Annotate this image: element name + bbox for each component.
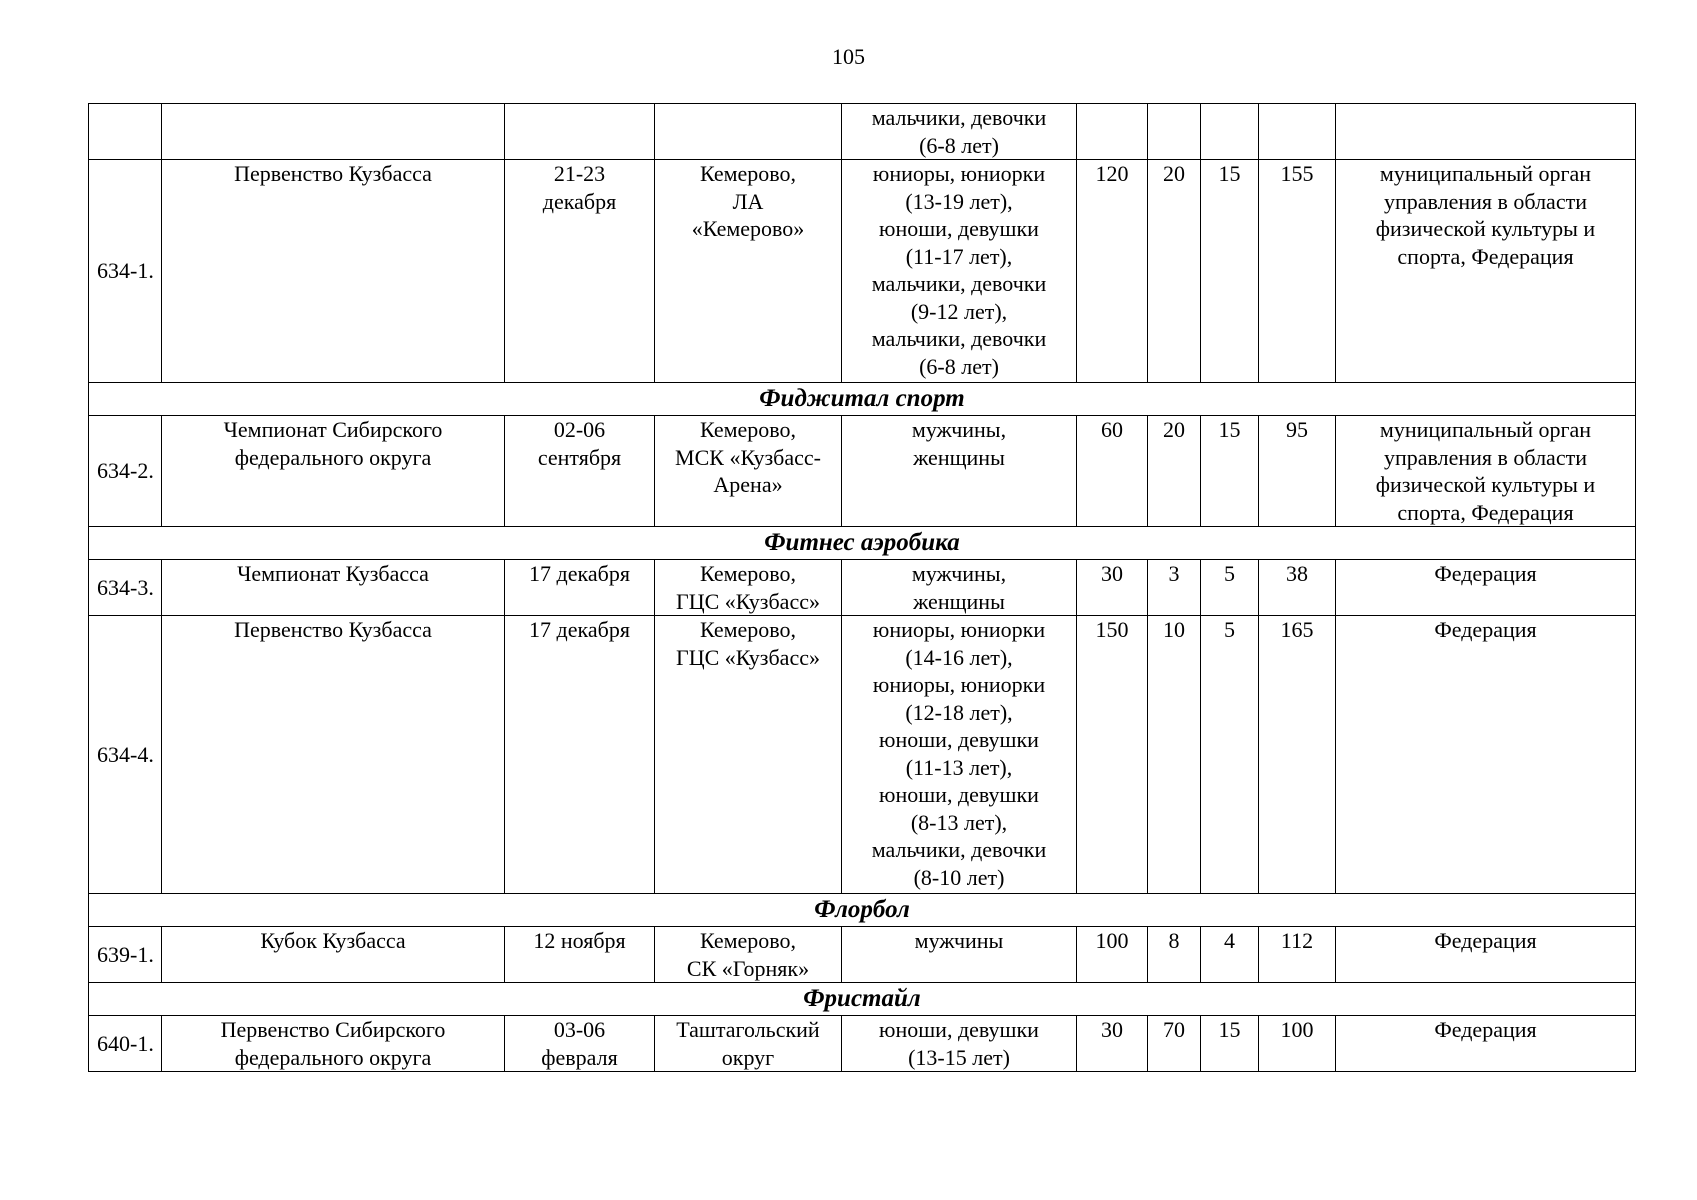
section-title: Фитнес аэробика — [89, 527, 1636, 560]
cell-organizer: Федерация — [1336, 1016, 1636, 1072]
cell-organizer: муниципальный орган управления в области физической культуры и спорта, Федерация — [1336, 416, 1636, 527]
cell-count-2 — [1148, 104, 1201, 160]
cell-participants: мужчины, женщины — [842, 560, 1077, 616]
cell-name: Чемпионат Сибирского федерального округа — [162, 416, 505, 527]
cell-place: Кемерово, ГЦС «Кузбасс» — [655, 560, 842, 616]
section-row — [89, 983, 1636, 1016]
cell-name: Чемпионат Кузбасса — [162, 560, 505, 616]
table-row — [89, 160, 1636, 383]
cell-date: 12 ноября — [505, 927, 655, 983]
cell-count-2: 3 — [1148, 560, 1201, 616]
cell-date — [505, 104, 655, 160]
table-row — [89, 416, 1636, 527]
cell-participants: мужчины, женщины — [842, 416, 1077, 527]
cell-total: 38 — [1259, 560, 1336, 616]
cell-count-2: 10 — [1148, 616, 1201, 894]
cell-participants: юниоры, юниорки (14-16 лет), юниоры, юниорки (12-18 лет), юноши, девушки (11-13 лет), юноши, девушки (8-13 лет), мальчики, девочки (8-10 лет) — [842, 616, 1077, 894]
cell-count-2: 20 — [1148, 416, 1201, 527]
cell-num: 634-4. — [89, 616, 162, 894]
cell-name: Кубок Кузбасса — [162, 927, 505, 983]
cell-count-3 — [1201, 104, 1259, 160]
cell-count-2: 20 — [1148, 160, 1201, 383]
cell-num: 634-1. — [89, 160, 162, 383]
cell-organizer: Федерация — [1336, 560, 1636, 616]
cell-place — [655, 104, 842, 160]
cell-count-3: 5 — [1201, 616, 1259, 894]
cell-num: 634-3. — [89, 560, 162, 616]
cell-organizer — [1336, 104, 1636, 160]
cell-place: Кемерово, ГЦС «Кузбасс» — [655, 616, 842, 894]
cell-place: Кемерово, СК «Горняк» — [655, 927, 842, 983]
cell-name: Первенство Кузбасса — [162, 616, 505, 894]
cell-count-2: 70 — [1148, 1016, 1201, 1072]
cell-place: Кемерово, МСК «Кузбасс- Арена» — [655, 416, 842, 527]
section-row — [89, 527, 1636, 560]
cell-count-1: 60 — [1077, 416, 1148, 527]
cell-date: 17 декабря — [505, 560, 655, 616]
cell-count-1: 150 — [1077, 616, 1148, 894]
cell-date: 03-06 февраля — [505, 1016, 655, 1072]
cell-count-1: 100 — [1077, 927, 1148, 983]
cell-total: 100 — [1259, 1016, 1336, 1072]
cell-organizer: муниципальный орган управления в области физической культуры и спорта, Федерация — [1336, 160, 1636, 383]
cell-total: 95 — [1259, 416, 1336, 527]
cell-count-3: 4 — [1201, 927, 1259, 983]
section-title: Флорбол — [89, 894, 1636, 927]
cell-total — [1259, 104, 1336, 160]
table-row — [89, 1016, 1636, 1072]
table-row — [89, 927, 1636, 983]
cell-participants: юноши, девушки (13-15 лет) — [842, 1016, 1077, 1072]
cell-num: 640-1. — [89, 1016, 162, 1072]
section-title: Фристайл — [89, 983, 1636, 1016]
section-row — [89, 894, 1636, 927]
table-row — [89, 616, 1636, 894]
cell-organizer: Федерация — [1336, 616, 1636, 894]
cell-count-3: 15 — [1201, 416, 1259, 527]
cell-place: Таштагольский округ — [655, 1016, 842, 1072]
cell-participants: юниоры, юниорки (13-19 лет), юноши, девушки (11-17 лет), мальчики, девочки (9-12 лет), мальчики, девочки (6-8 лет) — [842, 160, 1077, 383]
cell-name: Первенство Кузбасса — [162, 160, 505, 383]
cell-count-3: 15 — [1201, 1016, 1259, 1072]
section-title: Фиджитал спорт — [89, 383, 1636, 416]
cell-name — [162, 104, 505, 160]
page-number: 105 — [832, 44, 865, 69]
cell-date: 21-23 декабря — [505, 160, 655, 383]
cell-num: 634-2. — [89, 416, 162, 527]
cell-count-2: 8 — [1148, 927, 1201, 983]
cell-count-1: 30 — [1077, 1016, 1148, 1072]
cell-count-1: 30 — [1077, 560, 1148, 616]
cell-num — [89, 104, 162, 160]
cell-count-1 — [1077, 104, 1148, 160]
cell-date: 02-06 сентября — [505, 416, 655, 527]
cell-name: Первенство Сибирского федерального округа — [162, 1016, 505, 1072]
events-table — [88, 103, 1636, 1072]
cell-num: 639-1. — [89, 927, 162, 983]
cell-date: 17 декабря — [505, 616, 655, 894]
table-row — [89, 104, 1636, 160]
cell-participants: мужчины — [842, 927, 1077, 983]
cell-organizer: Федерация — [1336, 927, 1636, 983]
cell-count-1: 120 — [1077, 160, 1148, 383]
cell-participants: мальчики, девочки (6-8 лет) — [842, 104, 1077, 160]
cell-place: Кемерово, ЛА «Кемерово» — [655, 160, 842, 383]
table-row — [89, 560, 1636, 616]
cell-total: 112 — [1259, 927, 1336, 983]
cell-total: 155 — [1259, 160, 1336, 383]
section-row — [89, 383, 1636, 416]
cell-count-3: 15 — [1201, 160, 1259, 383]
cell-total: 165 — [1259, 616, 1336, 894]
cell-count-3: 5 — [1201, 560, 1259, 616]
